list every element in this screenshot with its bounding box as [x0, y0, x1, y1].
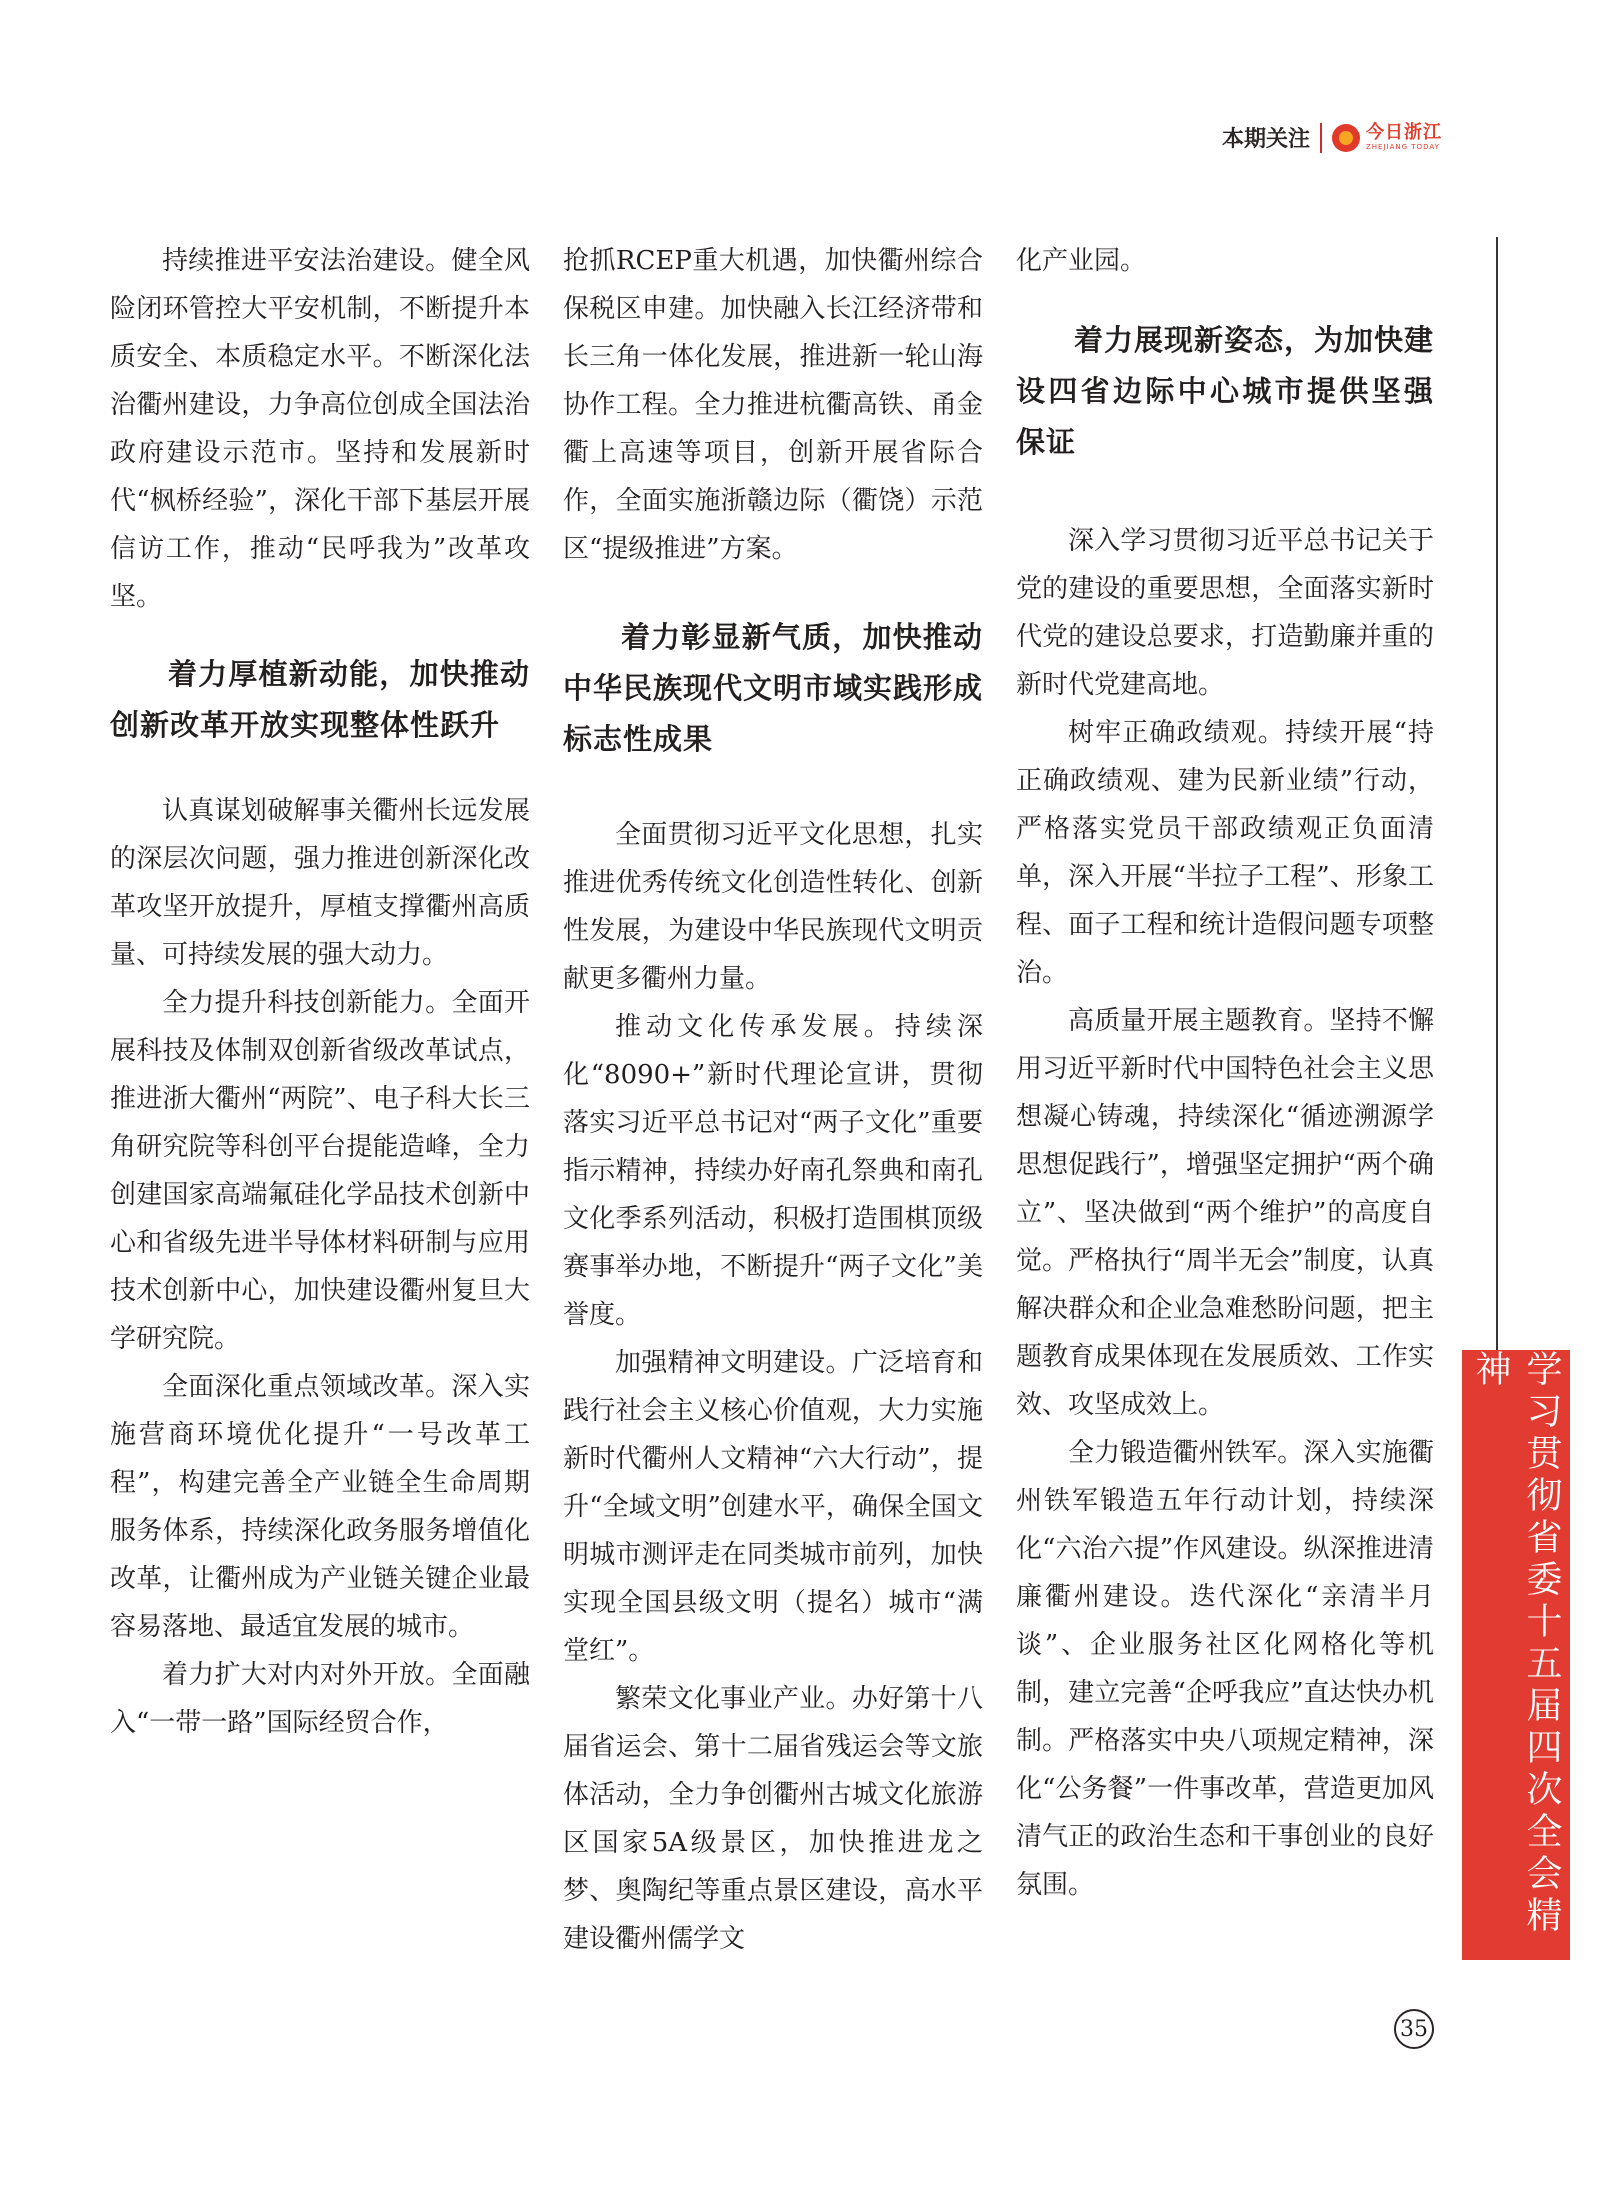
paragraph: 推动文化传承发展。持续深化“8090+”新时代理论宣讲，贯彻落实习近平总书记对“两子文化”重要指示精神，持续办好南孔祭典和南孔文化季系列活动，积极打造围棋顶级赛事举办地，不断提升“两子文化”美誉度。	[563, 1012, 983, 1330]
paragraph: 全力锻造衢州铁军。深入实施衢州铁军锻造五年行动计划，持续深化“六治六提”作风建设。纵深推进清廉衢州建设。迭代深化“亲清半月谈”、企业服务社区化网格化等机制，建立完善“企呼我应”直达快办机制。严格落实中央八项规定精神，深化“公务餐”一件事改革，营造更加风清气正的政治生态和干事创业的良好氛围。	[1016, 1438, 1434, 1900]
section-heading: 着力展现新姿态，为加快建设四省边际中心城市提供坚强保证	[1016, 323, 1435, 459]
logo-english-text: ZHEJIANG TODAY	[1366, 143, 1440, 151]
section-heading: 着力彰显新气质，加快推动中华民族现代文明市域实践形成标志性成果	[563, 620, 984, 756]
paragraph: 高质量开展主题教育。坚持不懈用习近平新时代中国特色社会主义思想凝心铸魂，持续深化“循迹溯源学思想促践行”，增强坚定拥护“两个确立”、坚决做到“两个维护”的高度自觉。严格执行“周半无会”制度，认真解决群众和企业急难愁盼问题，把主题教育成果体现在发展质效、工作实效、攻坚成效上。	[1016, 1006, 1434, 1420]
section-label: 本期关注	[1221, 127, 1310, 152]
article-column-1	[110, 237, 530, 1747]
paragraph: 加强精神文明建设。广泛培育和践行社会主义核心价值观，大力实施新时代衢州人文精神“六大行动”，提升“全域文明”创建水平，确保全国文明城市测评走在同类城市前列，加快实现全国县级文明（提名）城市“满堂红”。	[563, 1348, 983, 1666]
page-header	[1222, 122, 1442, 153]
paragraph: 认真谋划破解事关衢州长远发展的深层次问题，强力推进创新深化改革攻坚开放提升，厚植支撑衢州高质量、可持续发展的强大动力。	[110, 796, 530, 970]
logo-chinese-text: 今日浙江	[1366, 122, 1442, 143]
paragraph: 全力提升科技创新能力。全面开展科技及体制双创新省级改革试点，推进浙大衢州“两院”、电子科大长三角研究院等科创平台提能造峰，全力创建国家高端氟硅化学品技术创新中心和省级先进半导体材料研制与应用技术创新中心，加快建设衢州复旦大学研究院。	[110, 988, 530, 1354]
paragraph: 着力扩大对内对外开放。全面融入“一带一路”国际经贸合作，	[110, 1660, 530, 1738]
paragraph: 全面深化重点领域改革。深入实施营商环境优化提升“一号改革工程”，构建完善全产业链全生命周期服务体系，持续深化政务服务增值化改革，让衢州成为产业链关键企业最容易落地、最适宜发展的城市。	[110, 1372, 530, 1642]
side-banner	[1462, 1350, 1570, 1960]
side-banner-text: 学习贯彻省委十五届四次全会精神	[1470, 1350, 1562, 1938]
paragraph-continued: 抢抓RCEP重大机遇，加快衢州综合保税区申建。加快融入长江经济带和长三角一体化发展，推进新一轮山海协作工程。全力推进杭衢高铁、甬金衢上高速等项目，创新开展省际合作，全面实施浙赣边际（衢饶）示范区“提级推进”方案。	[563, 246, 983, 564]
page-number: 35	[1394, 2009, 1434, 2049]
article-column-2	[563, 237, 983, 1963]
margin-rule	[1496, 237, 1498, 1350]
logo-sun-icon	[1332, 124, 1360, 152]
paragraph: 深入学习贯彻习近平总书记关于党的建设的重要思想，全面落实新时代党的建设总要求，打造勤廉并重的新时代党建高地。	[1016, 526, 1434, 700]
paragraph: 繁荣文化事业产业。办好第十八届省运会、第十二届省残运会等文旅体活动，全力争创衢州古城文化旅游区国家5A级景区，加快推进龙之梦、奥陶纪等重点景区建设，高水平建设衢州儒学文	[563, 1684, 983, 1954]
paragraph: 全面贯彻习近平文化思想，扎实推进优秀传统文化创造性转化、创新性发展，为建设中华民族现代文明贡献更多衢州力量。	[563, 820, 983, 994]
article-column-3	[1016, 237, 1434, 1909]
header-divider	[1320, 123, 1322, 153]
section-heading: 着力厚植新动能，加快推动创新改革开放实现整体性跃升	[110, 657, 530, 742]
paragraph-continued: 化产业园。	[1016, 246, 1147, 276]
paragraph: 树牢正确政绩观。持续开展“持正确政绩观、建为民新业绩”行动，严格落实党员干部政绩观正负面清单，深入开展“半拉子工程”、形象工程、面子工程和统计造假问题专项整治。	[1016, 718, 1434, 988]
paragraph: 持续推进平安法治建设。健全风险闭环管控大平安机制，不断提升本质安全、本质稳定水平。不断深化法治衢州建设，力争高位创成全国法治政府建设示范市。坚持和发展新时代“枫桥经验”，深化干部下基层开展信访工作，推动“民呼我为”改革攻坚。	[110, 246, 530, 612]
magazine-logo	[1332, 124, 1442, 152]
